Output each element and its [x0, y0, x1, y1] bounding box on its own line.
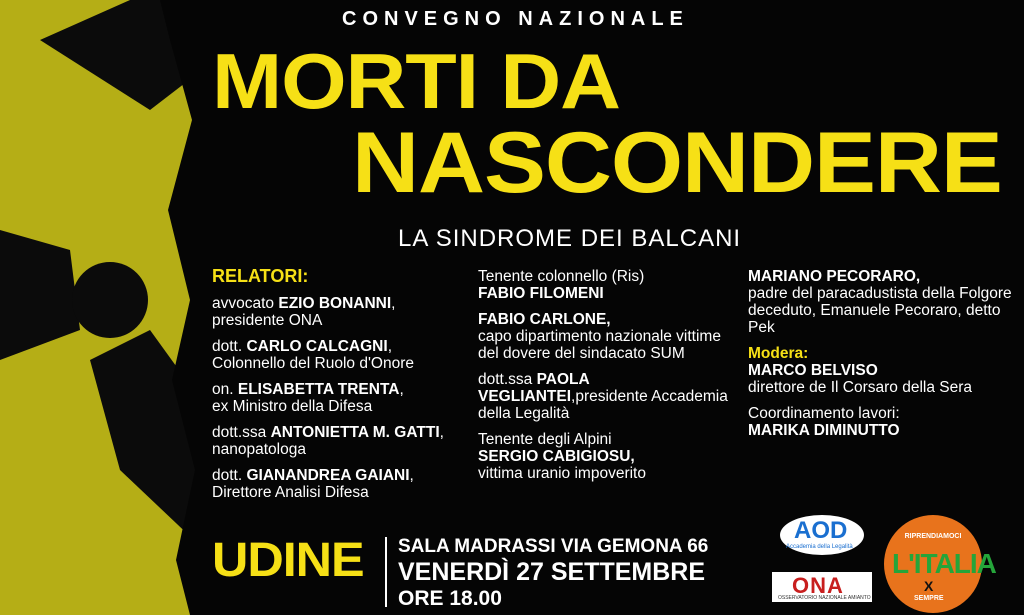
moderator-block: Modera: MARCO BELVISO direttore de Il Corsaro della Sera — [748, 345, 973, 396]
riprendiamoci-logo: RIPRENDIAMOCI L'ITALIA X SEMPRE — [884, 515, 982, 613]
speakers-column-2 — [478, 268, 733, 491]
speaker-item: dott.ssa PAOLA VEGLIANTEI,presidente Accademia della Legalità — [478, 371, 728, 422]
event-city: UDINE — [212, 534, 364, 587]
speaker-item: MARIANO PECORARO, padre del paracadustista della Folgore deceduto, Emanuele Pecoraro, detto Pek — [748, 268, 1012, 336]
speaker-item: Tenente colonnello (Ris) FABIO FILOMENI — [478, 268, 645, 302]
speaker-item: FABIO CARLONE, capo dipartimento nazionale vittime del dovere del sindacato SUM — [478, 311, 721, 362]
ona-logo: ONA OSSERVATORIO NAZIONALE AMIANTO — [772, 572, 872, 602]
subtitle: LA SINDROME DEI BALCANI — [398, 225, 742, 252]
event-venue: SALA MADRASSI VIA GEMONA 66 — [398, 536, 709, 557]
coordination-block: Coordinamento lavori: MARIKA DIMINUTTO — [748, 405, 900, 439]
speakers-column-1 — [212, 268, 472, 510]
speaker-item: dott. CARLO CALCAGNI, Colonnello del Ruolo d'Onore — [212, 338, 415, 372]
speaker-item: dott. GIANANDREA GAIANI, Direttore Analisi Difesa — [212, 467, 414, 501]
event-time: ORE 18.00 — [398, 587, 502, 610]
speakers-heading: RELATORI: — [212, 266, 309, 286]
aod-logo: AOD Accademia della Legalità — [780, 515, 864, 555]
title-line-2: NASCONDERE — [352, 115, 1002, 211]
speaker-item: Tenente degli Alpini SERGIO CABIGIOSU, vittima uranio impoverito — [478, 431, 646, 482]
divider — [385, 537, 387, 607]
radiation-icon — [0, 0, 215, 615]
speaker-item: avvocato EZIO BONANNI, presidente ONA — [212, 295, 396, 329]
event-kicker: CONVEGNO NAZIONALE — [342, 8, 689, 30]
radiation-panel — [0, 0, 215, 615]
moderator-heading: Modera: — [748, 345, 809, 362]
speaker-item: dott.ssa ANTONIETTA M. GATTI, nanopatologa — [212, 424, 444, 458]
title-line-1: MORTI DA — [212, 37, 620, 125]
event-date: VENERDÌ 27 SETTEMBRE — [398, 558, 706, 586]
speaker-item: on. ELISABETTA TRENTA, ex Ministro della Difesa — [212, 381, 404, 415]
speakers-column-3 — [748, 268, 1018, 448]
